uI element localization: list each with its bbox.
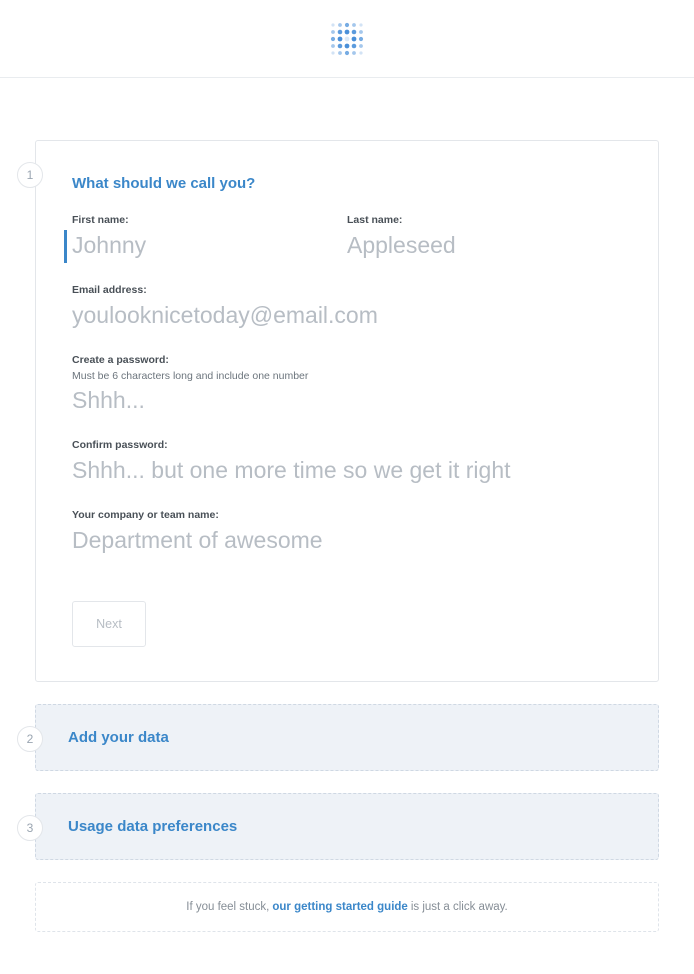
wizard-step-1 <box>26 140 659 682</box>
step-2-panel[interactable] <box>35 704 659 771</box>
dotted-grid-logo-icon <box>325 17 369 61</box>
name-field-row <box>72 214 622 284</box>
help-text-before: If you feel stuck, <box>186 901 270 913</box>
wizard-step-3[interactable] <box>26 793 659 860</box>
company-field <box>72 509 622 558</box>
first-name-input-wrapper <box>64 230 347 263</box>
first-name-column <box>72 214 347 284</box>
step-3-title: Usage data preferences <box>68 818 238 835</box>
last-name-field <box>347 214 622 263</box>
company-input[interactable] <box>72 525 622 558</box>
first-name-field <box>72 214 347 263</box>
last-name-column <box>347 214 622 284</box>
wizard-step-2[interactable] <box>26 704 659 771</box>
next-button[interactable]: Next <box>72 601 146 647</box>
email-input[interactable] <box>72 300 622 333</box>
signup-wizard <box>0 78 694 860</box>
step-1-panel <box>35 140 659 682</box>
first-name-label: First name: <box>72 214 129 226</box>
step-1-badge: 1 <box>17 162 43 188</box>
company-label: Your company or team name: <box>72 509 219 521</box>
step-2-title: Add your data <box>68 729 169 746</box>
step-3-badge: 3 <box>17 815 43 841</box>
last-name-label: Last name: <box>347 214 403 226</box>
step-3-panel[interactable] <box>35 793 659 860</box>
step-2-badge: 2 <box>17 726 43 752</box>
email-field <box>72 284 622 333</box>
confirm-password-label: Confirm password: <box>72 439 168 451</box>
password-field <box>72 354 622 418</box>
help-text-after: is just a click away. <box>410 901 508 913</box>
getting-started-guide-link[interactable]: our getting started guide <box>272 901 408 913</box>
confirm-password-field <box>72 439 622 488</box>
help-note <box>35 882 659 932</box>
first-name-input[interactable] <box>72 230 347 263</box>
page-header <box>0 0 694 78</box>
password-input[interactable] <box>72 385 622 418</box>
confirm-password-input[interactable] <box>72 455 622 488</box>
step-1-title: What should we call you? <box>72 175 256 192</box>
password-label: Create a password: <box>72 354 169 366</box>
email-label: Email address: <box>72 284 147 296</box>
password-hint: Must be 6 characters long and include one number <box>72 370 309 382</box>
last-name-input[interactable] <box>347 230 622 263</box>
